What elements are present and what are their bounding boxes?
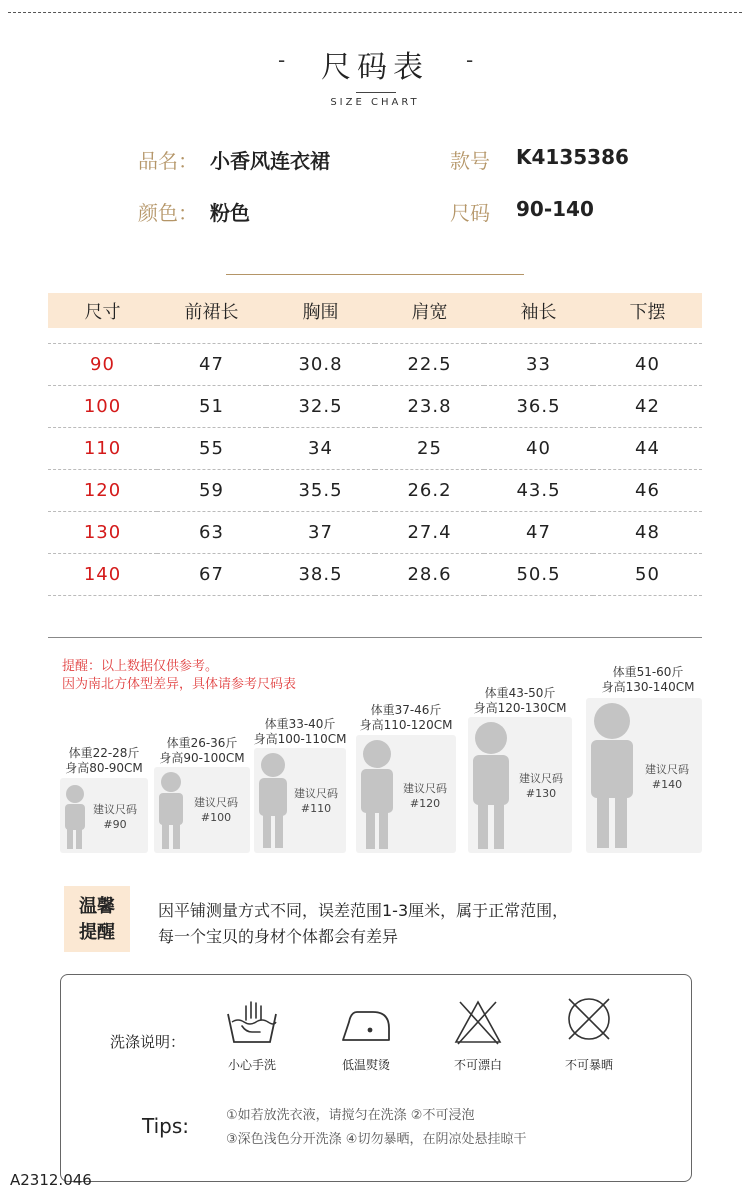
cell: 50.5	[484, 554, 593, 596]
size-figure-90	[60, 778, 148, 853]
cell: 30.8	[266, 344, 375, 386]
recommend-label: 建议尺码	[645, 763, 689, 776]
figure-caption	[250, 717, 350, 747]
recommend-label: 建议尺码	[93, 803, 137, 816]
cell-size: 130	[48, 512, 157, 554]
figure-caption	[354, 703, 458, 733]
care-label-low-iron: 低温熨烫	[341, 1058, 390, 1072]
figure-height: 身高120-130CM	[473, 701, 567, 715]
cell: 33	[484, 344, 593, 386]
child-silhouette-icon	[256, 752, 290, 850]
hand-wash-icon	[224, 1000, 280, 1046]
tips-line-1: ①如若放洗衣液，请搅匀在洗涤 ②不可浸泡	[226, 1108, 475, 1123]
figure-height: 身高130-140CM	[601, 680, 695, 694]
cell: 44	[593, 428, 702, 470]
header-chest: 胸围	[266, 293, 375, 328]
header-shoulder: 肩宽	[375, 293, 484, 328]
recommend-size: #110	[300, 802, 332, 815]
cell-size: 90	[48, 344, 157, 386]
cell: 59	[157, 470, 266, 512]
cell: 25	[375, 428, 484, 470]
cell: 63	[157, 512, 266, 554]
figure-weight: 体重26-36斤	[166, 736, 238, 750]
size-figure-130	[468, 717, 572, 853]
cell: 37	[266, 512, 375, 554]
low-iron-icon	[339, 1004, 393, 1044]
no-sun-dry-icon	[564, 994, 614, 1044]
figure-recommend	[394, 781, 456, 811]
header-size: 尺寸	[48, 293, 157, 328]
figure-weight: 体重43-50斤	[484, 686, 556, 700]
color-value: 粉色	[210, 201, 250, 225]
figure-height: 身高100-110CM	[253, 732, 347, 746]
figure-recommend	[634, 762, 700, 792]
cell: 43.5	[484, 470, 593, 512]
care-label-no-bleach: 不可漂白	[453, 1058, 502, 1072]
cell: 47	[157, 344, 266, 386]
table-header-row	[48, 293, 702, 328]
recommend-size: #130	[525, 787, 557, 800]
header-front-length: 前裙长	[157, 293, 266, 328]
size-figure-100	[154, 767, 250, 853]
figure-recommend	[286, 786, 346, 816]
cell: 36.5	[484, 386, 593, 428]
figure-caption	[468, 686, 572, 716]
figure-recommend	[510, 771, 572, 801]
figure-weight: 体重22-28斤	[68, 746, 140, 760]
warm-tip-body	[158, 898, 568, 950]
header-sleeve: 袖长	[484, 293, 593, 328]
color-label: 颜色：	[138, 201, 198, 225]
figure-recommend	[184, 795, 248, 825]
cell: 67	[157, 554, 266, 596]
figure-height: 身高80-90CM	[65, 761, 143, 775]
figure-height: 身高90-100CM	[159, 751, 245, 765]
figure-weight: 体重37-46斤	[370, 703, 442, 717]
cell-size: 120	[48, 470, 157, 512]
cell: 50	[593, 554, 702, 596]
recommend-size: #120	[409, 797, 441, 810]
cell: 46	[593, 470, 702, 512]
cell: 40	[484, 428, 593, 470]
cell: 42	[593, 386, 702, 428]
cell: 48	[593, 512, 702, 554]
table-spacer	[48, 328, 702, 344]
page-subtitle: SIZE CHART	[330, 97, 420, 108]
no-bleach-icon	[452, 998, 504, 1046]
gold-divider	[226, 274, 524, 275]
warm-tip-label-1: 温馨	[79, 896, 115, 917]
cell: 28.6	[375, 554, 484, 596]
child-silhouette-icon	[156, 771, 186, 851]
cell: 32.5	[266, 386, 375, 428]
product-name-label: 品名：	[138, 149, 198, 173]
cell-size: 140	[48, 554, 157, 596]
page-title: 尺码表	[321, 50, 429, 85]
recommend-size: #100	[200, 811, 232, 824]
top-dashed-border	[8, 12, 742, 13]
reminder-line-1: 提醒：以上数据仅供参考。	[62, 659, 219, 674]
table-row	[48, 386, 702, 428]
size-figure-120	[356, 735, 456, 853]
product-code: A2312.046	[10, 1171, 92, 1189]
style-no-label: 款号	[450, 149, 490, 173]
recommend-label: 建议尺码	[519, 772, 563, 785]
table-row	[48, 512, 702, 554]
product-name: 小香风连衣裙	[210, 149, 330, 173]
cell: 51	[157, 386, 266, 428]
figure-caption	[592, 665, 704, 695]
table-row	[48, 470, 702, 512]
size-figure-140	[586, 698, 702, 853]
figure-recommend	[84, 802, 146, 832]
child-silhouette-icon	[588, 702, 636, 850]
cell-size: 100	[48, 386, 157, 428]
cell: 38.5	[266, 554, 375, 596]
recommend-size: #140	[651, 778, 683, 791]
child-silhouette-icon	[358, 739, 396, 851]
warm-tip-label-2: 提醒	[79, 922, 115, 943]
cell: 26.2	[375, 470, 484, 512]
warm-tip-line-2: 每一个宝贝的身材个体都会有差异	[158, 927, 399, 946]
cell: 34	[266, 428, 375, 470]
recommend-label: 建议尺码	[403, 782, 447, 795]
cell: 22.5	[375, 344, 484, 386]
recommend-size: #90	[103, 818, 127, 831]
size-table	[48, 293, 702, 596]
title-underline	[356, 92, 396, 93]
recommend-label: 建议尺码	[194, 796, 238, 809]
figure-caption	[58, 746, 150, 776]
figure-height: 身高110-120CM	[359, 718, 453, 732]
table-row	[48, 428, 702, 470]
child-silhouette-icon	[470, 721, 512, 851]
warm-tip-label	[64, 894, 130, 946]
table-row	[48, 344, 702, 386]
size-range-label: 尺码	[450, 201, 490, 225]
warm-tip-line-1: 因平铺测量方式不同，误差范围1-3厘米，属于正常范围，	[158, 901, 569, 920]
cell: 27.4	[375, 512, 484, 554]
cell: 55	[157, 428, 266, 470]
cell: 23.8	[375, 386, 484, 428]
care-label-hand-wash: 小心手洗	[227, 1058, 276, 1072]
figure-weight: 体重33-40斤	[264, 717, 336, 731]
style-no: K4135386	[516, 145, 629, 169]
table-row	[48, 554, 702, 596]
cell: 40	[593, 344, 702, 386]
cell: 35.5	[266, 470, 375, 512]
cell: 47	[484, 512, 593, 554]
figure-caption	[152, 736, 252, 766]
size-figure-110	[254, 748, 346, 853]
section-separator	[48, 637, 702, 638]
tips-label: Tips:	[142, 1114, 190, 1138]
figure-weight: 体重51-60斤	[612, 665, 684, 679]
reminder-line-2: 因为南北方体型差异，具体请参考尺码表	[62, 677, 297, 692]
size-range: 90-140	[516, 197, 594, 221]
title-dash-right: -	[466, 48, 474, 72]
header-hem: 下摆	[593, 293, 702, 328]
tips-line-2: ③深色浅色分开洗涤 ④切勿暴晒，在阴凉处悬挂晾干	[226, 1132, 527, 1147]
cell-size: 110	[48, 428, 157, 470]
care-title: 洗涤说明：	[110, 1033, 186, 1051]
title-dash-left: -	[278, 48, 286, 72]
recommend-label: 建议尺码	[294, 787, 338, 800]
care-label-no-sun-dry: 不可暴晒	[564, 1058, 613, 1072]
